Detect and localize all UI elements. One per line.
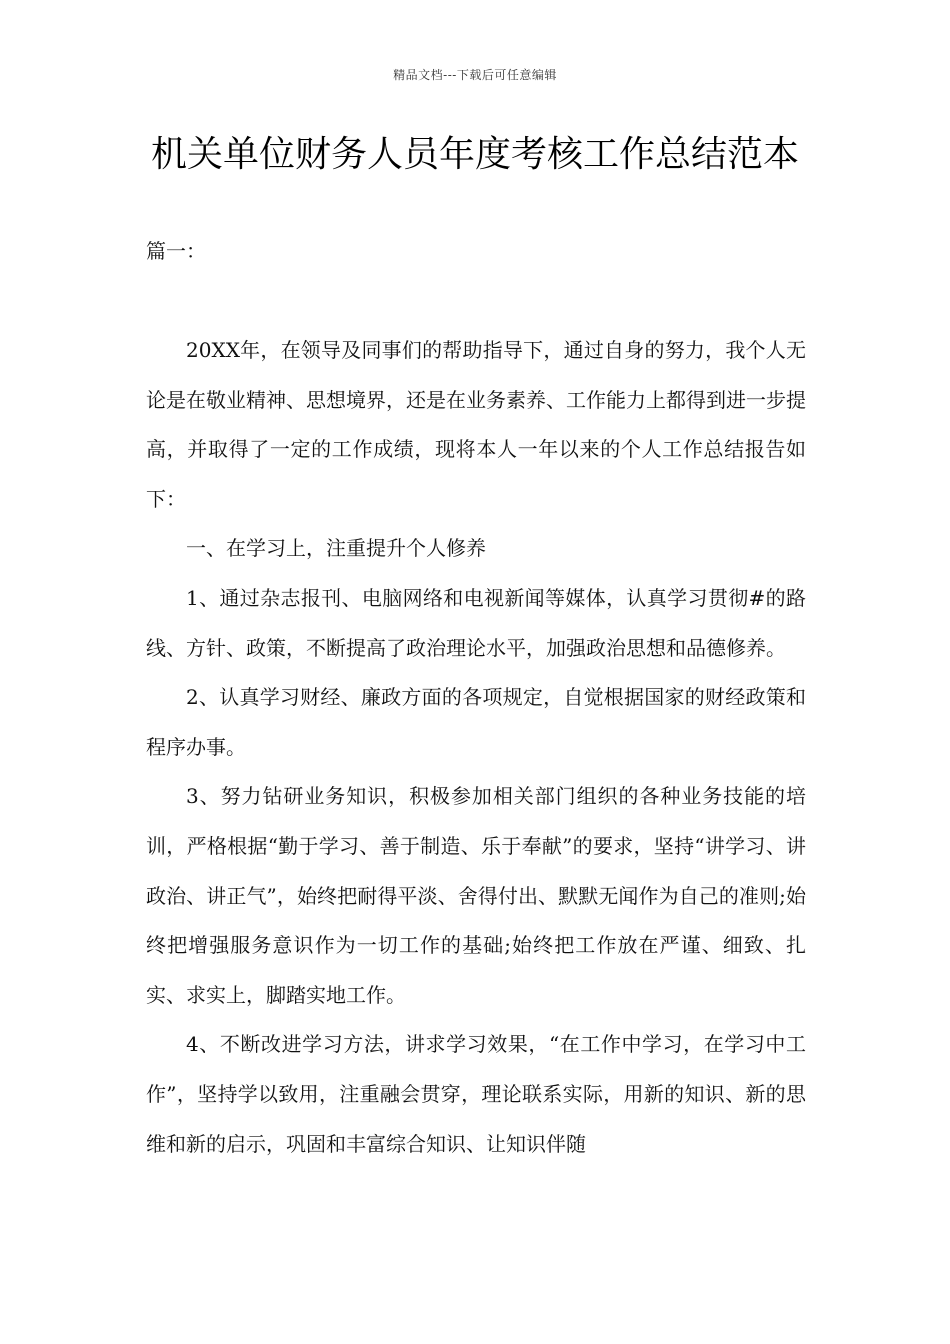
paragraph-intro: 20XX年，在领导及同事们的帮助指导下，通过自身的努力，我个人无论是在敬业精神、思想境界，还是在业务素养、工作能力上都得到进一步提高，并取得了一定的工作成绩，现将本人一年以来的个人工作总结报告如下： <box>146 338 806 511</box>
paragraph-heading-study: 一、在学习上，注重提升个人修养 <box>186 536 486 561</box>
section-label: 篇一： <box>146 239 206 263</box>
paragraph-item-3: 3、努力钻研业务知识，积极参加相关部门组织的各种业务技能的培训，严格根据“勤于学习、善于制造、乐于奉献”的要求，坚持“讲学习、讲政治、讲正气”，始终把耐得平淡、舍得付出、默默无闻作为自己的准则;始终把增强服务意识作为一切工作的基础;始终把工作放在严谨、细致、扎实、求实上，脚踏实地工作。 <box>146 784 806 1007</box>
header-note: 精品文档---下载后可任意编辑 <box>393 68 557 82</box>
paragraph-item-4: 4、不断改进学习方法，讲求学习效果，“在工作中学习，在学习中工作”，坚持学以致用，注重融会贯穿，理论联系实际，用新的知识、新的思维和新的启示，巩固和丰富综合知识、让知识伴随 <box>146 1032 806 1156</box>
paragraph-item-2: 2、认真学习财经、廉政方面的各项规定，自觉根据国家的财经政策和程序办事。 <box>146 685 806 759</box>
document-title: 机关单位财务人员年度考核工作总结范本 <box>150 134 799 175</box>
document-body <box>146 326 806 1169</box>
paragraph-item-1: 1、通过杂志报刊、电脑网络和电视新闻等媒体，认真学习贯彻#的路线、方针、政策，不断提高了政治理论水平，加强政治思想和品德修养。 <box>146 585 806 660</box>
